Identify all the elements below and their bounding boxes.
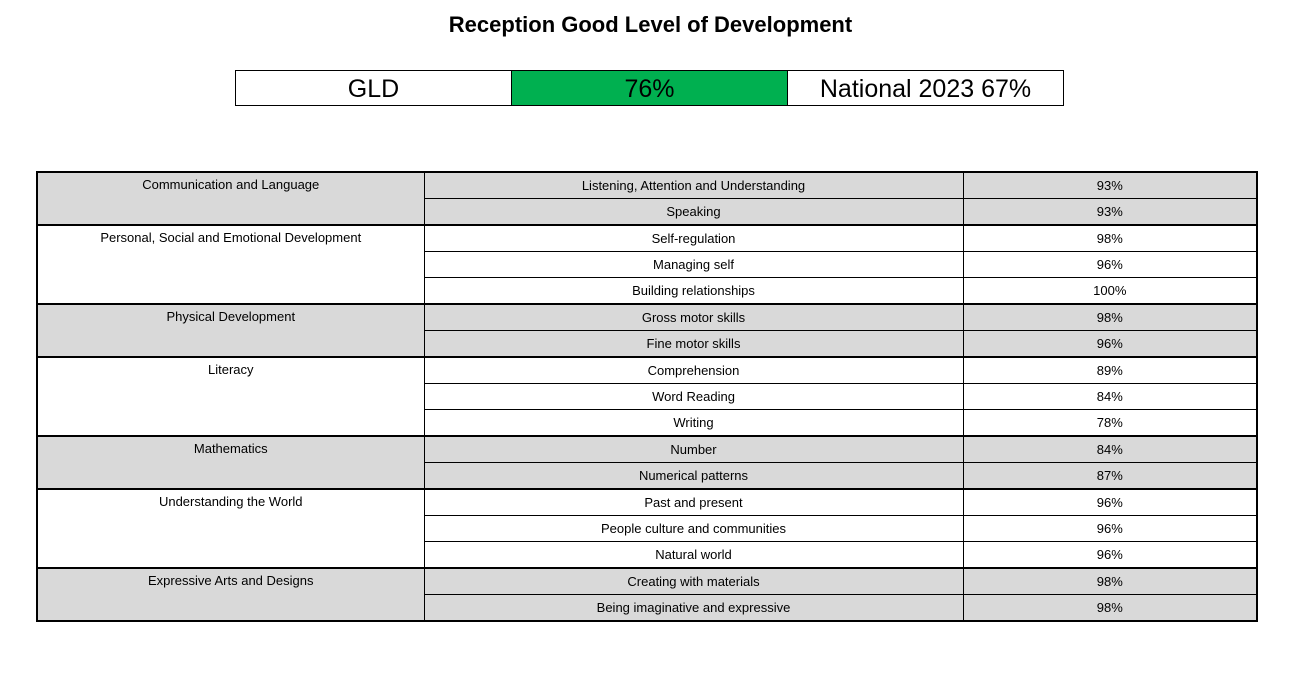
goal-label: Building relationships: [424, 278, 963, 305]
goal-percentage: 96%: [963, 489, 1257, 516]
area-name: Understanding the World: [37, 489, 424, 568]
goal-label: Natural world: [424, 542, 963, 569]
gld-national: National 2023 67%: [819, 75, 1032, 103]
goal-label: Managing self: [424, 252, 963, 278]
goal-percentage: 84%: [963, 384, 1257, 410]
goal-label: Comprehension: [424, 357, 963, 384]
goal-percentage: 98%: [963, 568, 1257, 595]
goal-label: Fine motor skills: [424, 331, 963, 358]
gld-summary-bar: [235, 70, 1064, 106]
goal-label: Self-regulation: [424, 225, 963, 252]
gld-value: 76%: [512, 71, 788, 105]
goal-label: Writing: [424, 410, 963, 437]
goal-label: Creating with materials: [424, 568, 963, 595]
goal-label: Number: [424, 436, 963, 463]
area-name: Expressive Arts and Designs: [37, 568, 424, 621]
table-row: [37, 172, 1257, 199]
area-name: Mathematics: [37, 436, 424, 489]
area-name: Literacy: [37, 357, 424, 436]
goal-percentage: 96%: [963, 252, 1257, 278]
goal-label: Listening, Attention and Understanding: [424, 172, 963, 199]
table-row: [37, 568, 1257, 595]
table-row: [37, 225, 1257, 252]
table-row: [37, 489, 1257, 516]
goal-percentage: 96%: [963, 542, 1257, 569]
table-row: [37, 304, 1257, 331]
goal-percentage: 96%: [963, 331, 1257, 358]
goal-percentage: 89%: [963, 357, 1257, 384]
area-name: Physical Development: [37, 304, 424, 357]
goal-percentage: 78%: [963, 410, 1257, 437]
goal-label: People culture and communities: [424, 516, 963, 542]
goal-label: Being imaginative and expressive: [424, 595, 963, 622]
goal-percentage: 100%: [963, 278, 1257, 305]
goal-percentage: 96%: [963, 516, 1257, 542]
table-row: [37, 436, 1257, 463]
table-row: [37, 357, 1257, 384]
goal-percentage: 84%: [963, 436, 1257, 463]
area-name: Communication and Language: [37, 172, 424, 225]
goal-label: Past and present: [424, 489, 963, 516]
goal-label: Gross motor skills: [424, 304, 963, 331]
learning-areas-body: [37, 172, 1257, 621]
goal-percentage: 87%: [963, 463, 1257, 490]
goal-label: Speaking: [424, 199, 963, 226]
goal-percentage: 93%: [963, 172, 1257, 199]
gld-label: GLD: [236, 71, 512, 105]
learning-areas-table: [36, 171, 1258, 622]
page-title: Reception Good Level of Development: [448, 12, 853, 37]
goal-percentage: 93%: [963, 199, 1257, 226]
goal-label: Word Reading: [424, 384, 963, 410]
goal-percentage: 98%: [963, 595, 1257, 622]
goal-percentage: 98%: [963, 304, 1257, 331]
area-name: Personal, Social and Emotional Development: [37, 225, 424, 304]
goal-label: Numerical patterns: [424, 463, 963, 490]
goal-percentage: 98%: [963, 225, 1257, 252]
